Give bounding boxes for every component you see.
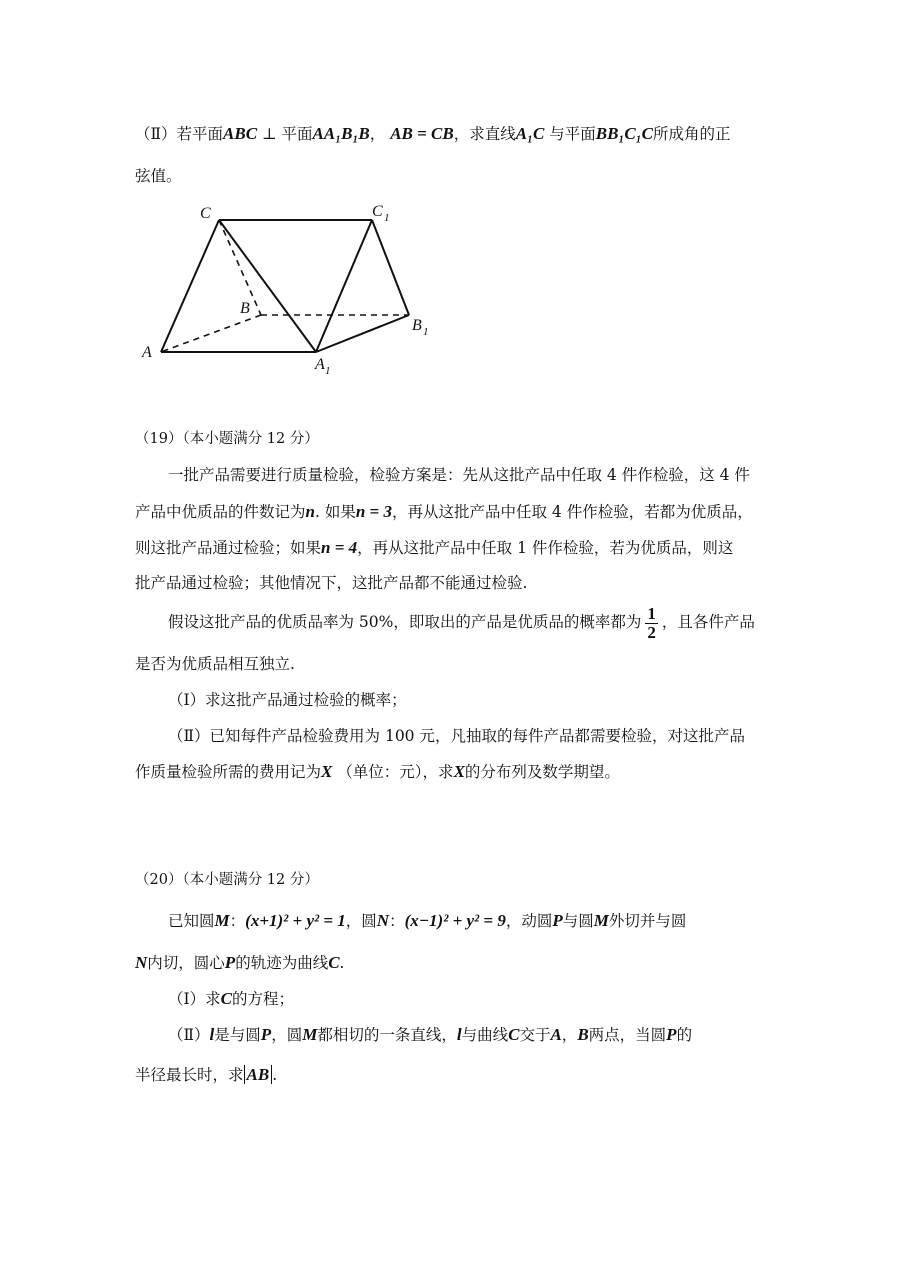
math-n-eq-3: n = 3	[355, 502, 392, 521]
q18-part2-line2: 弦值。	[135, 167, 182, 185]
edge-c-a1	[219, 220, 316, 352]
q19-p2-line2: 是否为优质品相互独立.	[135, 655, 295, 673]
q20-part2-line1: （Ⅱ）l是与圆P，圆M都相切的一条直线，l与曲线C交于A，B两点，当圆P的	[168, 1025, 693, 1044]
math-ABC: ABC	[223, 124, 258, 143]
label-A1-sub: 1	[325, 365, 331, 377]
label-C1-sub: 1	[384, 212, 390, 224]
math-eq-N: (x−1)² + y² = 9	[404, 911, 506, 930]
math-n: n	[305, 502, 315, 521]
math-n-eq-4: n = 4	[321, 538, 358, 557]
math-abs-AB: AB	[244, 1065, 273, 1084]
q19-p1-line4: 批产品通过检验；其他情况下，这批产品都不能通过检验.	[135, 574, 528, 592]
q19-part2-line2: 作质量检验所需的费用记为X （单位：元），求X的分布列及数学期望。	[135, 762, 620, 781]
math-A1C: A₁C	[515, 124, 545, 143]
q20-part2-line2: 半径最长时，求 AB .	[135, 1065, 278, 1084]
q20-line1: 已知圆M：(x+1)² + y² = 1，圆N：(x−1)² + y² = 9，动圆P与圆M外切并与圆	[168, 911, 687, 930]
label-C1: C	[372, 203, 383, 220]
label-B1-sub: 1	[423, 326, 429, 338]
q19-p1-line1: 一批产品需要进行质量检验，检验方案是：先从这批产品中任取 4 件作检验，这 4 件	[168, 466, 750, 484]
q18-part2-line1: （Ⅱ）若平面ABC ⊥ 平面AA₁B₁B， AB = CB，求直线A₁C 与平面BB₁C₁C所成角的正	[135, 124, 731, 143]
edge-b-a-hidden	[161, 315, 261, 352]
label-B1: B	[412, 317, 422, 334]
label-A: A	[142, 344, 152, 361]
math-AA1B1B: AA₁B₁B	[312, 124, 370, 143]
math-ab-eq-cb: AB = CB	[390, 124, 454, 143]
fraction-one-half: $\frac{1}{2}$	[647, 603, 656, 642]
math-X-2: X	[453, 762, 465, 781]
math-BB1C1C: BB₁C₁C	[595, 124, 654, 143]
edge-c-a	[161, 220, 219, 352]
label-B: B	[240, 300, 250, 317]
label-A1: A	[315, 356, 325, 373]
q19-header: （19）（本小题满分 12 分）	[135, 431, 319, 447]
q19-p1-line2: 产品中优质品的件数记为n. 如果n = 3，再从这批产品中任取 4 件作检验，若都为优质品，	[135, 502, 753, 521]
q20-part1: （Ⅰ）求C的方程；	[168, 989, 294, 1008]
label-C: C	[200, 205, 211, 222]
q20-line2: N内切，圆心P的轨迹为曲线C.	[135, 953, 345, 972]
edge-c1-b1	[372, 220, 409, 315]
q19-p1-line3: 则这批产品通过检验；如果n = 4，再从这批产品中任取 1 件作检验，若为优质品，则这	[135, 538, 734, 557]
q19-part2-line1: （Ⅱ）已知每件产品检验费用为 100 元，凡抽取的每件产品都需要检验，对这批产品	[168, 727, 745, 745]
q19-part1: （Ⅰ）求这批产品通过检验的概率；	[168, 691, 407, 709]
math-X: X	[321, 762, 333, 781]
q19-p2-line1: 假设这批产品的优质品率为 50%，即取出的产品是优质品的概率都为 $\frac{1}{2}$ ，且各件产品	[168, 603, 755, 642]
q20-header: （20）（本小题满分 12 分）	[135, 872, 319, 888]
prism-figure	[130, 195, 440, 385]
math-eq-M: (x+1)² + y² = 1	[245, 911, 346, 930]
